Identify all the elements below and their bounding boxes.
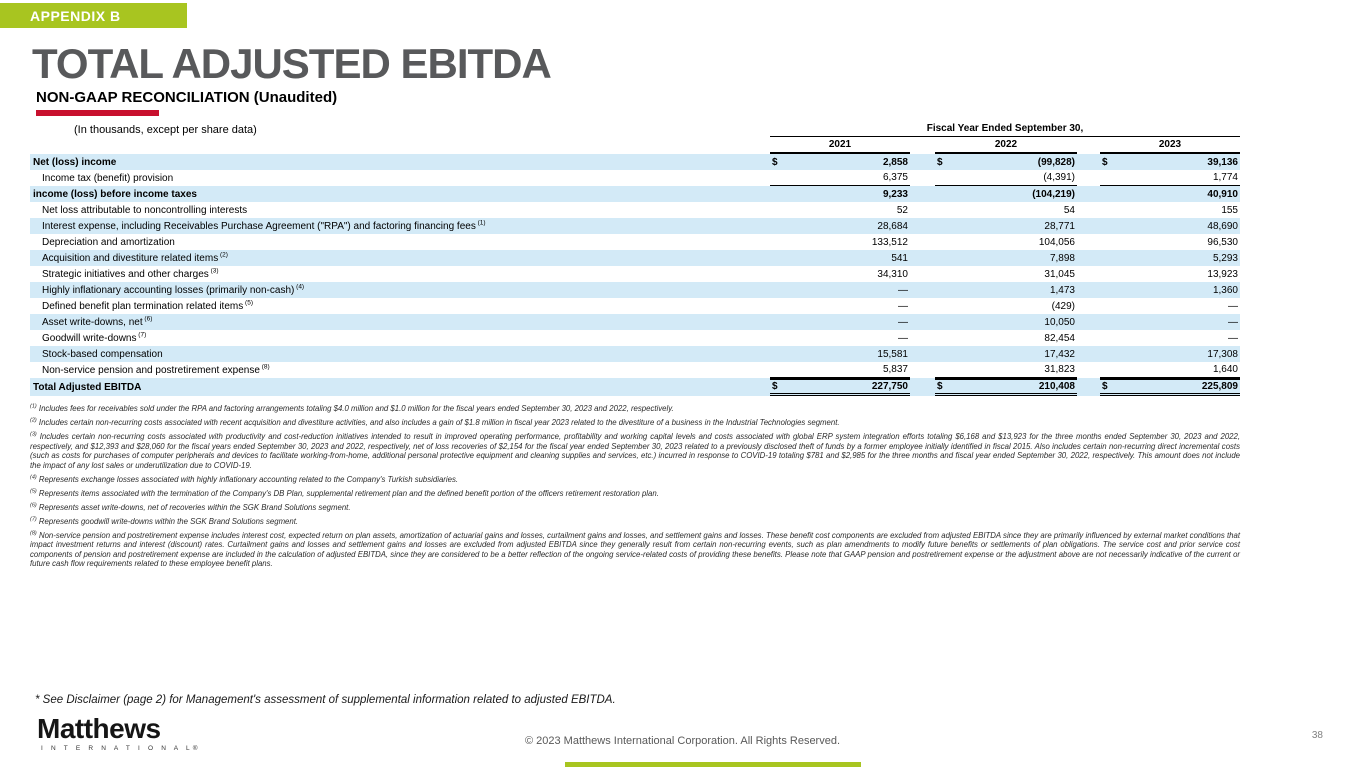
footnote bbox=[30, 432, 1240, 470]
dollar-sign: $ bbox=[772, 156, 778, 168]
value-2022 bbox=[935, 330, 1077, 346]
value-text: 1,774 bbox=[1212, 172, 1238, 183]
value-2023 bbox=[1100, 378, 1240, 396]
row-label bbox=[30, 317, 770, 328]
value-2021 bbox=[770, 202, 910, 218]
value-text: 5,837 bbox=[882, 364, 908, 375]
page-title: TOTAL ADJUSTED EBITDA bbox=[32, 40, 551, 87]
bottom-accent-bar bbox=[565, 762, 861, 767]
footnote-number: (6) bbox=[30, 502, 37, 509]
table-row bbox=[30, 330, 1240, 346]
table-row bbox=[30, 362, 1240, 378]
row-label-text: Defined benefit plan termination related items bbox=[42, 300, 244, 312]
row-label-text: Total Adjusted EBITDA bbox=[33, 381, 142, 393]
row-label bbox=[30, 189, 770, 200]
value-text: 155 bbox=[1221, 204, 1238, 216]
table-row bbox=[30, 266, 1240, 282]
row-label bbox=[30, 221, 770, 232]
value-text: 225,809 bbox=[1201, 381, 1238, 392]
value-text: 7,898 bbox=[1049, 252, 1075, 264]
value-2021 bbox=[770, 250, 910, 266]
table-row bbox=[30, 170, 1240, 186]
footnote-ref-marker: (3) bbox=[208, 267, 219, 275]
row-label bbox=[30, 269, 770, 280]
logo-subtext: I N T E R N A T I O N A L® bbox=[41, 745, 201, 752]
footnote-ref-marker: (7) bbox=[136, 331, 147, 339]
row-label-text: Depreciation and amortization bbox=[42, 236, 175, 248]
value-text: 541 bbox=[891, 252, 908, 264]
value-2021 bbox=[770, 378, 910, 396]
value-2021 bbox=[770, 330, 910, 346]
row-label-text: Net loss attributable to noncontrolling interests bbox=[42, 204, 248, 216]
footnote-ref-marker: (5) bbox=[243, 299, 253, 307]
period-header-row bbox=[30, 123, 1240, 137]
footnote-text: Represents items associated with the termination of the Company's DB Plan, supplemental retirement plan and the defined benefit portion of the officers retirement restoration plan. bbox=[38, 488, 659, 498]
value-2023 bbox=[1100, 202, 1240, 218]
dollar-sign: $ bbox=[772, 381, 778, 392]
value-text: — bbox=[1228, 332, 1238, 344]
value-2021 bbox=[770, 282, 910, 298]
value-2022 bbox=[935, 218, 1077, 234]
year-2022: 2022 bbox=[935, 139, 1077, 154]
row-label-text: Goodwill write-downs bbox=[42, 332, 137, 344]
row-label-text: Acquisition and divestiture related items bbox=[42, 252, 219, 264]
value-text: 133,512 bbox=[871, 236, 908, 248]
value-text: 104,056 bbox=[1038, 236, 1075, 248]
row-label bbox=[30, 349, 770, 360]
table-row bbox=[30, 154, 1240, 170]
footnote-ref-marker: (1) bbox=[475, 219, 486, 227]
row-label-text: Interest expense, including Receivables Purchase Agreement ("RPA") and factoring financing fees bbox=[42, 220, 476, 232]
period-header: Fiscal Year Ended September 30, bbox=[770, 123, 1240, 137]
value-2023 bbox=[1100, 218, 1240, 234]
value-text: 227,750 bbox=[871, 381, 908, 392]
value-2023 bbox=[1100, 234, 1240, 250]
footnote bbox=[30, 531, 1240, 569]
footnote-text: Non-service pension and postretirement expense includes interest cost, expected return on plan assets, amortization of actuarial gains and losses, curtailment gains and losses, and settlement gains and losses. These benefit cost components are excluded from adjusted EBITDA since they are primarily influenced by external market conditions that impact investment returns and interest (discount) rates. Curtailment gains and losses and settlement gains and losses are excluded from adjusted EBITDA since they generally result from certain non-recurring events, such as plan amendments to modify future benefits or settlements of plan obligations. The service cost and prior service cost components of pension and postretirement expense are included in the calculation of adjusted EBITDA, since they are considered to be a better reflection of the ongoing service-related costs of providing these benefits. Please note that GAAP pension and postretirement expense or the adjustment above are not necessarily indicative of the current or future cash flow requirements related to these employee benefit plans. bbox=[30, 530, 1241, 569]
value-text: 17,432 bbox=[1044, 348, 1075, 360]
value-text: — bbox=[898, 316, 908, 328]
value-2021 bbox=[770, 266, 910, 282]
value-2022 bbox=[935, 234, 1077, 250]
footnote bbox=[30, 475, 1240, 485]
value-2022 bbox=[935, 362, 1077, 378]
table-row bbox=[30, 218, 1240, 234]
value-text: (104,219) bbox=[1032, 188, 1075, 200]
value-2023 bbox=[1100, 154, 1240, 170]
table-row bbox=[30, 314, 1240, 330]
row-label-text: Non-service pension and postretirement expense bbox=[42, 364, 260, 376]
value-2022 bbox=[935, 202, 1077, 218]
appendix-banner bbox=[0, 3, 187, 28]
value-2023 bbox=[1100, 314, 1240, 330]
footnote bbox=[30, 517, 1240, 527]
footnote-text: Includes certain non-recurring costs associated with recent acquisition and divestiture activities, and also includes a gain of $1.8 million in fiscal year 2023 related to the divestiture of a business in the Industrial Technologies segment. bbox=[38, 417, 840, 427]
row-label-text: Highly inflationary accounting losses (primarily non-cash) bbox=[42, 284, 295, 296]
value-text: 31,045 bbox=[1044, 268, 1075, 280]
value-2023 bbox=[1100, 170, 1240, 186]
row-label-text: Net (loss) income bbox=[33, 156, 117, 168]
appendix-banner-label: APPENDIX B bbox=[30, 7, 121, 24]
table-row bbox=[30, 378, 1240, 396]
footnote-text: Represents exchange losses associated with highly inflationary accounting related to the Company's Turkish subsidiaries. bbox=[38, 474, 459, 484]
value-2021 bbox=[770, 362, 910, 378]
units-note: (In thousands, except per share data) bbox=[74, 124, 257, 136]
value-text: 2,858 bbox=[882, 156, 908, 168]
row-label bbox=[30, 173, 770, 184]
table-row bbox=[30, 282, 1240, 298]
value-2022 bbox=[935, 378, 1077, 396]
financial-table bbox=[30, 123, 1240, 396]
value-text: 13,923 bbox=[1207, 268, 1238, 280]
dollar-sign: $ bbox=[937, 156, 943, 168]
value-text: 48,690 bbox=[1207, 220, 1238, 232]
table-row bbox=[30, 186, 1240, 202]
dollar-sign: $ bbox=[1102, 156, 1108, 168]
value-2023 bbox=[1100, 250, 1240, 266]
row-label bbox=[30, 365, 770, 376]
value-text: 5,293 bbox=[1212, 252, 1238, 264]
value-text: — bbox=[1228, 316, 1238, 328]
value-text: 1,360 bbox=[1212, 284, 1238, 296]
footnote-number: (1) bbox=[30, 403, 37, 410]
table-body bbox=[30, 154, 1240, 396]
value-2022 bbox=[935, 266, 1077, 282]
value-text: 15,581 bbox=[877, 348, 908, 360]
table-row bbox=[30, 234, 1240, 250]
value-text: 1,640 bbox=[1212, 364, 1238, 375]
value-text: (99,828) bbox=[1037, 156, 1075, 168]
row-label-text: income (loss) before income taxes bbox=[33, 188, 197, 200]
value-2022 bbox=[935, 282, 1077, 298]
value-2022 bbox=[935, 314, 1077, 330]
value-2022 bbox=[935, 250, 1077, 266]
value-text: 96,530 bbox=[1207, 236, 1238, 248]
value-2021 bbox=[770, 298, 910, 314]
value-2021 bbox=[770, 154, 910, 170]
value-text: 10,050 bbox=[1044, 316, 1075, 328]
footnote-text: Represents goodwill write-downs within the SGK Brand Solutions segment. bbox=[38, 516, 299, 526]
value-2021 bbox=[770, 186, 910, 202]
row-label bbox=[30, 253, 770, 264]
page-number: 38 bbox=[1311, 730, 1323, 741]
value-2021 bbox=[770, 314, 910, 330]
dollar-sign: $ bbox=[937, 381, 943, 392]
table-row bbox=[30, 250, 1240, 266]
red-accent-bar bbox=[36, 110, 159, 116]
row-label bbox=[30, 157, 770, 168]
page-subtitle: NON-GAAP RECONCILIATION (Unaudited) bbox=[36, 89, 338, 106]
value-text: — bbox=[898, 332, 908, 344]
footnote bbox=[30, 404, 1240, 414]
row-label bbox=[30, 237, 770, 248]
footnote-ref-marker: (6) bbox=[142, 315, 153, 323]
row-label bbox=[30, 382, 770, 393]
value-2022 bbox=[935, 170, 1077, 186]
row-label bbox=[30, 301, 770, 312]
value-text: 1,473 bbox=[1049, 284, 1075, 296]
table-row bbox=[30, 346, 1240, 362]
value-text: 82,454 bbox=[1044, 332, 1075, 344]
value-text: 9,233 bbox=[882, 188, 908, 200]
value-2022 bbox=[935, 154, 1077, 170]
footnote-number: (8) bbox=[30, 530, 37, 537]
value-2023 bbox=[1100, 362, 1240, 378]
value-2021 bbox=[770, 218, 910, 234]
row-label bbox=[30, 333, 770, 344]
footnote bbox=[30, 489, 1240, 499]
dollar-sign: $ bbox=[1102, 381, 1108, 392]
value-text: 54 bbox=[1063, 204, 1075, 216]
value-text: 34,310 bbox=[877, 268, 908, 280]
footnote-number: (3) bbox=[30, 431, 37, 438]
row-label-text: Income tax (benefit) provision bbox=[42, 172, 174, 184]
value-2023 bbox=[1100, 266, 1240, 282]
footnote-ref-marker: (4) bbox=[294, 283, 305, 291]
row-label-text: Strategic initiatives and other charges bbox=[42, 268, 209, 280]
row-label-text: Asset write-downs, net bbox=[42, 316, 143, 328]
value-2023 bbox=[1100, 186, 1240, 202]
year-header-row bbox=[30, 137, 1240, 154]
footnotes bbox=[30, 404, 1240, 573]
value-text: 28,684 bbox=[877, 220, 908, 232]
value-2023 bbox=[1100, 330, 1240, 346]
footnote-number: (2) bbox=[30, 417, 37, 424]
value-text: — bbox=[1228, 300, 1238, 312]
value-text: 52 bbox=[896, 204, 908, 216]
value-2023 bbox=[1100, 282, 1240, 298]
disclaimer-note: * See Disclaimer (page 2) for Management's assessment of supplemental information related to adjusted EBITDA. bbox=[35, 694, 616, 706]
row-label-text: Stock-based compensation bbox=[42, 348, 163, 360]
row-label bbox=[30, 285, 770, 296]
year-2023: 2023 bbox=[1100, 139, 1240, 154]
value-text: — bbox=[898, 284, 908, 296]
footnote-number: (4) bbox=[30, 474, 37, 481]
logo-name: Matthews bbox=[37, 713, 161, 744]
year-2021: 2021 bbox=[770, 139, 910, 154]
value-text: — bbox=[898, 300, 908, 312]
footnote bbox=[30, 418, 1240, 428]
value-text: (429) bbox=[1051, 300, 1075, 312]
footnote-ref-marker: (8) bbox=[259, 363, 270, 371]
value-2023 bbox=[1100, 346, 1240, 362]
footnote-number: (7) bbox=[30, 516, 37, 523]
value-text: (4,391) bbox=[1043, 172, 1075, 183]
copyright-text: © 2023 Matthews International Corporation. All Rights Reserved. bbox=[524, 735, 841, 747]
table-row bbox=[30, 298, 1240, 314]
value-text: 210,408 bbox=[1038, 381, 1075, 392]
footnote-text: Represents asset write-downs, net of recoveries within the SGK Brand Solutions segment. bbox=[38, 502, 351, 512]
footnote-ref-marker: (2) bbox=[218, 251, 228, 259]
value-2021 bbox=[770, 170, 910, 186]
value-text: 40,910 bbox=[1207, 188, 1238, 200]
value-text: 17,308 bbox=[1207, 348, 1238, 360]
value-2021 bbox=[770, 234, 910, 250]
period-header-spacer bbox=[30, 123, 770, 137]
value-2022 bbox=[935, 298, 1077, 314]
footnote-text: Includes certain non-recurring costs associated with productivity and cost-reduction initiatives intended to result in improved operating performance, profitability and working capital levels and costs associated with global ERP system integration efforts totaling $6,168 and $13,923 for the three months ended September 30, 2023 and 2022, respectively, and $12,393 and $28,060 for the fiscal years ended September 30, 2023 and 2022, respectively, net of loss recoveries of $2,154 for the fiscal year ended September 30, 2023 related to a previously disclosed theft of funds by a former employee initially identified in fiscal 2015. Also includes certain non-recurring direct incremental costs (such as costs for purchases of computer peripherals and devices to facilitate working-from-home, additional personal protective equipment and cleaning supplies and services, etc.) incurred in response to COVID-19 totaling $781 and $2,985 for the three months and fiscal year ended September 30, 2022, respectively. This amount does not include the impact of any lost sales or underutilization due to COVID-19. bbox=[30, 431, 1240, 470]
footnote-number: (5) bbox=[30, 488, 37, 495]
value-2022 bbox=[935, 346, 1077, 362]
table-row bbox=[30, 202, 1240, 218]
value-2023 bbox=[1100, 298, 1240, 314]
value-2022 bbox=[935, 186, 1077, 202]
row-label bbox=[30, 205, 770, 216]
value-text: 6,375 bbox=[882, 172, 908, 183]
value-text: 31,823 bbox=[1044, 364, 1075, 375]
footnote bbox=[30, 503, 1240, 513]
value-text: 39,136 bbox=[1207, 156, 1238, 168]
value-text: 28,771 bbox=[1044, 220, 1075, 232]
value-2021 bbox=[770, 346, 910, 362]
footnote-text: Includes fees for receivables sold under the RPA and factoring arrangements totaling $4.0 million and $1.0 million for the fiscal years ended September 30, 2023 and 2022, respectively. bbox=[38, 404, 674, 413]
